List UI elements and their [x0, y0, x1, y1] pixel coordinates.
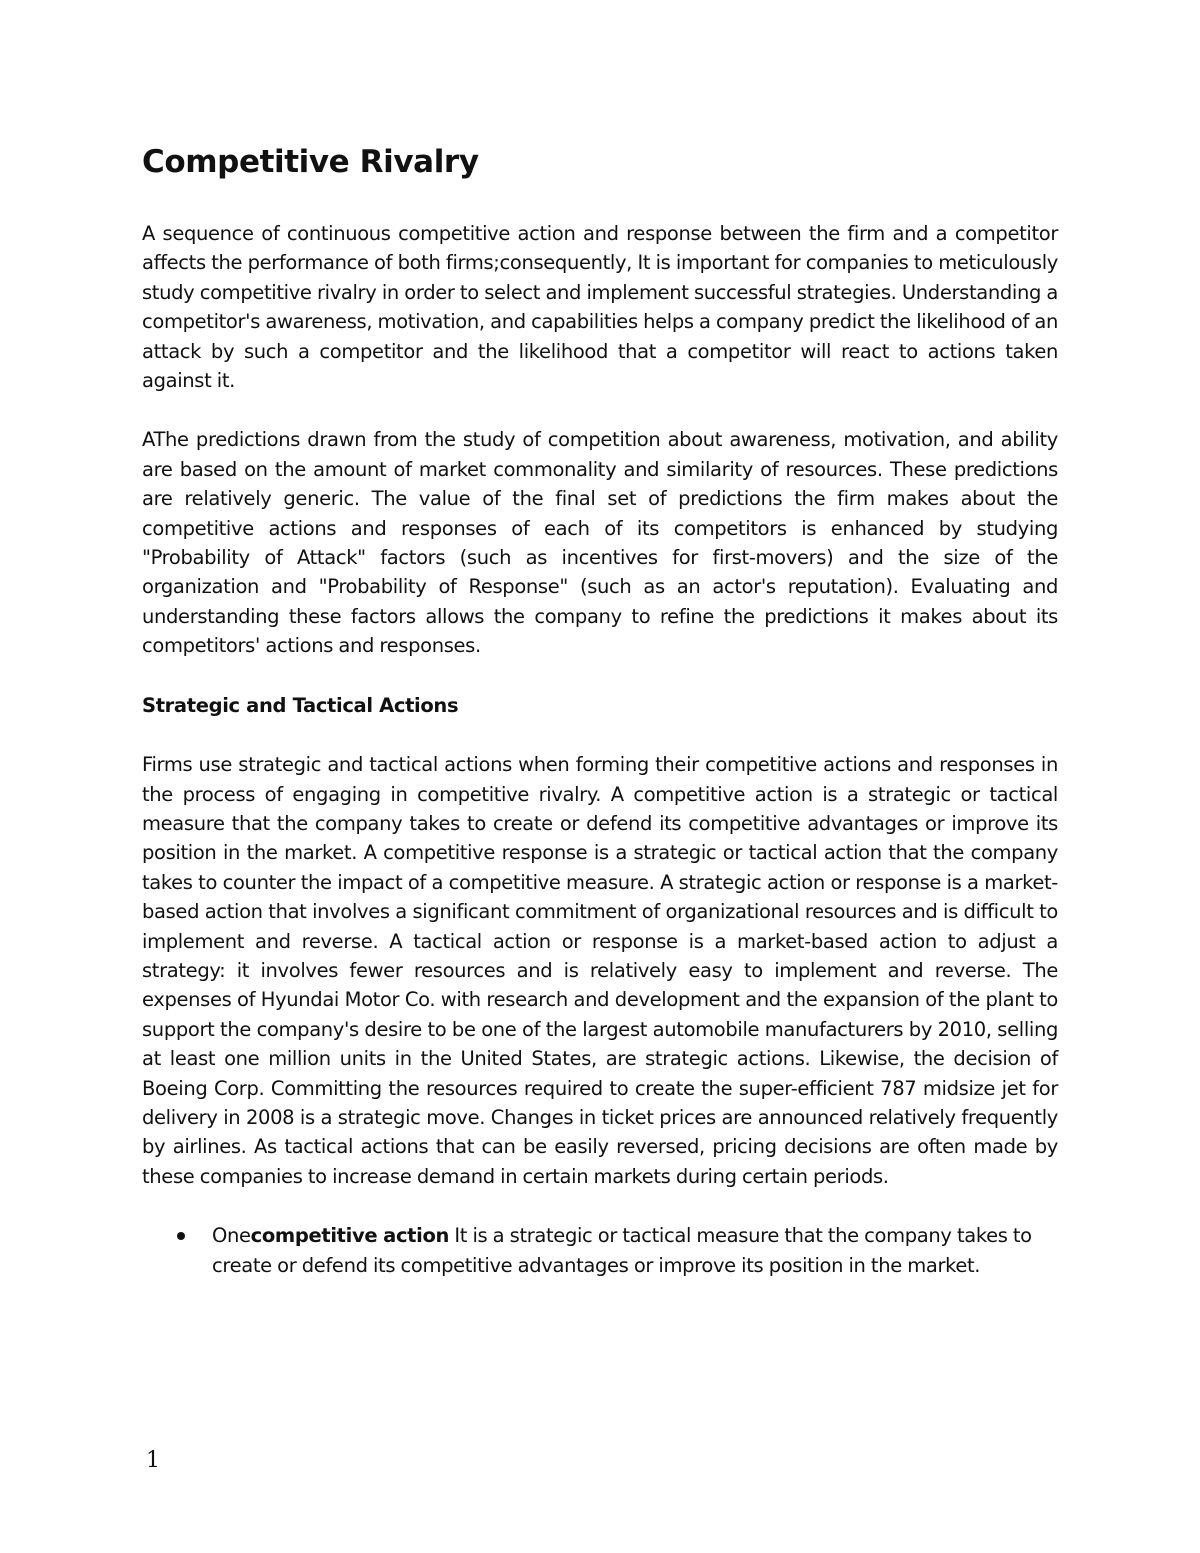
bullet-icon [177, 1232, 185, 1240]
section-heading: Strategic and Tactical Actions [142, 693, 459, 717]
page-title: Competitive Rivalry [142, 144, 479, 180]
bullet-prefix: One [212, 1224, 251, 1248]
page-number: 1 [146, 1448, 160, 1473]
strategic-actions-paragraph: Firms use strategic and tactical actions when forming their competitive actions and responses in the process of engaging in competitive rivalry. A competitive action is a strategic or tactical measure that the company takes to create or defend its competitive advantages or improve its position in the market. A competitive response is a strategic or tactical action that the company takes to counter the impact of a competitive measure. A strategic action or response is a market-based action that involves a significant commitment of organizational resources and is difficult to implement and reverse. A tactical action or response is a market-based action to adjust a strategy: it involves fewer resources and is relatively easy to implement and reverse. The expenses of Hyundai Motor Co. with research and development and the expansion of the plant to support the company's desire to be one of the largest automobile manufacturers by 2010, selling at least one million units in the United States, are strategic actions. Likewise, the decision of Boeing Corp. Committing the resources required to create the super-efficient 787 midsize jet for delivery in 2008 is a strategic move. Changes in ticket prices are announced relatively frequently by airlines. As tactical actions that can be easily reversed, pricing decisions are often made by these companies to increase demand in certain markets during certain periods. [142, 753, 1058, 1188]
bullet-text: It is a strategic or tactical measure that the company takes to create or defend its competitive advantages or improve its position in the market. [212, 1224, 1032, 1277]
intro-paragraph: A sequence of continuous competitive action and response between the firm and a competitor affects the performance of both firms;consequently, It is important for companies to meticulously study competitive rivalry in order to select and implement successful strategies. Understanding a competitor's awareness, motivation, and capabilities helps a company predict the likelihood of an attack by such a competitor and the likelihood that a competitor will react to actions taken against it. [142, 222, 1058, 393]
predictions-paragraph: AThe predictions drawn from the study of competition about awareness, motivation, and ability are based on the amount of market commonality and similarity of resources. These predictions are relatively generic. The value of the final set of predictions the firm makes about the competitive actions and responses of each of its competitors is enhanced by studying "Probability of Attack" factors (such as incentives for first-movers) and the size of the organization and "Probability of Response" (such as an actor's reputation). Evaluating and understanding these factors allows the company to refine the predictions it makes about its competitors' actions and responses. [142, 428, 1058, 658]
bullet-list [142, 1221, 1058, 1280]
document-body [142, 142, 1058, 1280]
list-item [142, 1221, 1058, 1280]
bullet-bold-term: competitive action [250, 1224, 450, 1248]
